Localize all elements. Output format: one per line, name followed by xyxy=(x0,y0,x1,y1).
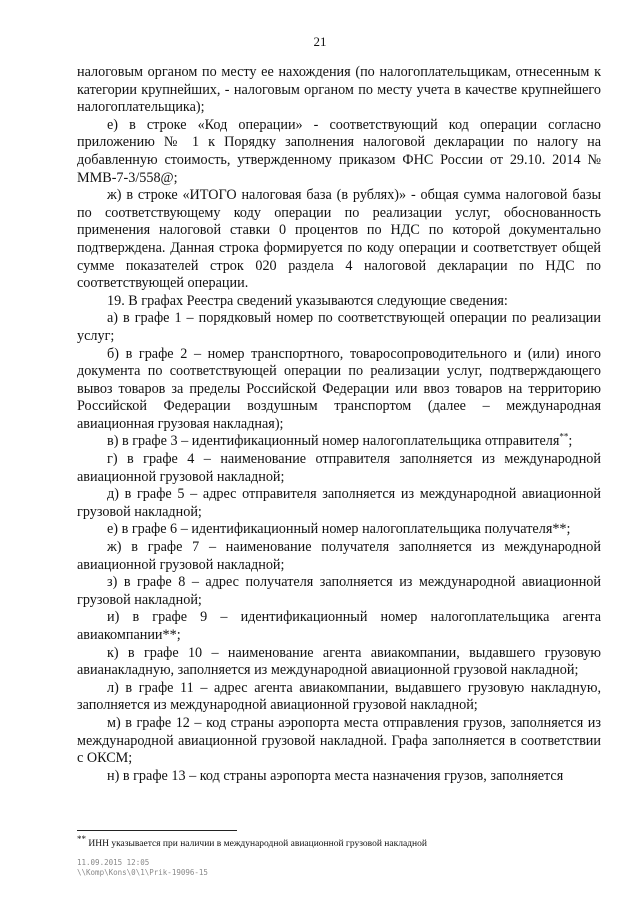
paragraph xyxy=(77,645,601,680)
paragraph xyxy=(77,117,601,187)
paragraph xyxy=(77,451,601,486)
paragraph xyxy=(77,768,601,786)
footnote-mark: ** xyxy=(77,833,86,844)
paragraph-text: а) в графе 1 – порядковый номер по соответствующей операции по реализации услуг; xyxy=(77,310,601,344)
stamp-date: 11.09.2015 12:05 xyxy=(77,858,150,867)
paragraph-text: н) в графе 13 – код страны аэропорта места назначения грузов, заполняется xyxy=(107,767,564,784)
stamp-path: \\Komp\Kons\0\1\Prik-19096-15 xyxy=(77,868,208,877)
paragraph-text: 19. В графах Реестра сведений указываются следующие сведения: xyxy=(107,292,508,309)
footnote-reference: ** xyxy=(559,431,569,442)
paragraph-text: ж) в графе 7 – наименование получателя заполняется из международной авиационной грузовой накладной; xyxy=(77,539,601,573)
paragraph xyxy=(77,486,601,521)
paragraph-text: налоговым органом по месту ее нахождения (по налогоплательщикам, отнесенным к категории крупнейших, - налоговым органом по месту учета в качестве крупнейшего налогоплательщика); xyxy=(77,64,601,116)
paragraph xyxy=(77,609,601,644)
paragraph-text: л) в графе 11 – адрес агента авиакомпании, выдавшего грузовую накладную, заполняется из международной авиационной грузовой накладной; xyxy=(77,679,601,714)
paragraph xyxy=(77,187,601,293)
paragraph xyxy=(77,521,601,539)
footnote xyxy=(77,833,601,850)
paragraph-text: в) в графе 3 – идентификационный номер налогоплательщика отправителя xyxy=(107,433,560,450)
paragraph-text: м) в графе 12 – код страны аэропорта места отправления грузов, заполняется из международной авиационной грузовой накладной. Графа заполняется в соответствии с ОКСМ; xyxy=(77,714,601,767)
paragraph xyxy=(77,293,601,311)
paragraph-text: е) в строке «Код операции» - соответствующий код операции согласно приложению № 1 к Порядку заполнения налоговой декларации по налогу на добавленную стоимость, утвержденному приказом ФНС России от 29.10. 2014 № ММВ-7-3/558@; xyxy=(77,116,601,186)
paragraph xyxy=(77,574,601,609)
paragraph-text: г) в графе 4 – наименование отправителя заполняется из международной авиационной грузовой накладной; xyxy=(77,451,601,485)
footnote-text: ИНН указывается при наличии в международной авиационной грузовой накладной xyxy=(88,839,427,849)
paragraph-tail: ; xyxy=(568,433,573,450)
paragraph-text: к) в графе 10 – наименование агента авиакомпании, выдавшего грузовую авианакладную, заполняется из международной авиационной грузовой накладной; xyxy=(77,644,601,679)
footnote-divider xyxy=(77,830,237,831)
paragraph xyxy=(77,680,601,715)
paragraph-text: ж) в строке «ИТОГО налоговая база (в рублях)» - общая сумма налоговой базы по соответствующему коду операции по реализации услуг, обоснованность применения налоговой ставки 0 процентов по НДС по которой документально подтверждена. Данная строка формируется по коду операции и соответствует общей сумме показателей строк 020 раздела 4 налоговой декларации по НДС по соответствующей операции. xyxy=(77,187,601,292)
paragraph-text: з) в графе 8 – адрес получателя заполняется из международной авиационной грузовой накладной; xyxy=(77,574,601,608)
paragraph xyxy=(77,64,601,117)
paragraph-text: б) в графе 2 – номер транспортного, товаросопроводительного и (или) иного документа по соответствующей операции по реализации услуг, подтверждающего вывоз товаров за пределы Российской Федерации или ввоз товаров на территорию Российской Федерации воздушным транспортом (далее – международная авиационная грузовая накладная); xyxy=(77,345,601,432)
paragraph xyxy=(77,433,601,451)
paragraph-text: е) в графе 6 – идентификационный номер налогоплательщика получателя**; xyxy=(107,521,571,538)
paragraph-text: и) в графе 9 – идентификационный номер налогоплательщика агента авиакомпании**; xyxy=(77,609,601,643)
document-body xyxy=(77,64,601,785)
paragraph xyxy=(77,715,601,768)
paragraph xyxy=(77,346,601,434)
file-stamp xyxy=(77,858,208,878)
page-number: 21 xyxy=(313,34,327,49)
paragraph-text: д) в графе 5 – адрес отправителя заполняется из международной авиационной грузовой накладной; xyxy=(77,486,601,520)
paragraph xyxy=(77,539,601,574)
paragraph xyxy=(77,310,601,345)
